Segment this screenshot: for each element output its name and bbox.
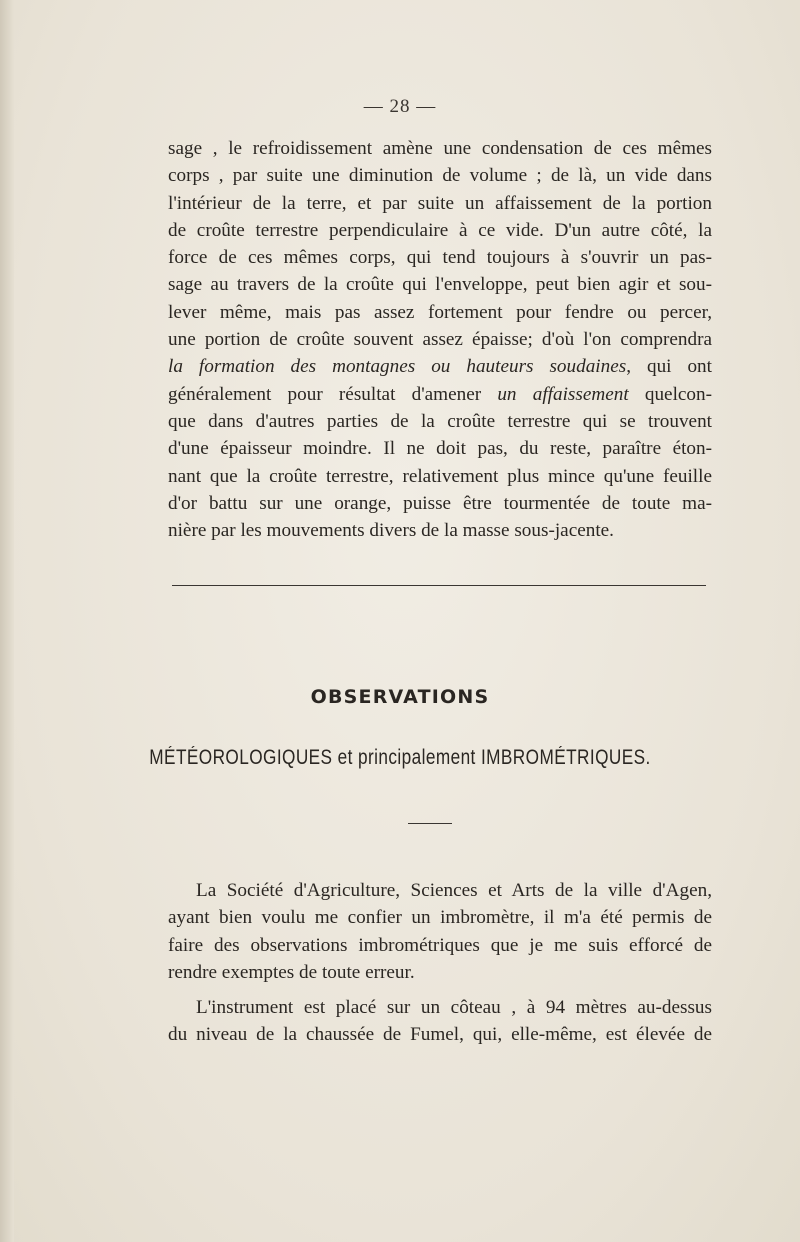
text-line: ayant bien voulu me confier un imbromètre, il m'a été permis de [168, 907, 712, 929]
text-line: sage , le refroidissement amène une condensation de ces mêmes [168, 138, 712, 159]
section-title: OBSERVATIONS [310, 686, 490, 708]
text-line: du niveau de la chaussée de Fumel, qui, elle-même, est élevée de [168, 1024, 712, 1046]
text-line: force de ces mêmes corps, qui tend toujours à s'ouvrir un pas- [168, 247, 712, 269]
section-subtitle: MÉTÉOROLOGIQUES et principalement IMBROMÉTRIQUES. [149, 746, 651, 769]
text-line: rendre exemptes de toute erreur. [168, 961, 415, 983]
page-number: — 28 — [363, 96, 437, 117]
italic-phrase: un affaissement [497, 383, 629, 405]
text-line: d'or battu sur une orange, puisse être tourmentée de toute ma- [168, 492, 712, 514]
text-line: l'intérieur de la terre, et par suite un affaissement de la portion [168, 192, 712, 214]
text-line: faire des observations imbrométriques que je me suis efforcé de [168, 934, 712, 956]
text-line: de croûte terrestre perpendiculaire à ce vide. D'un autre côté, la [168, 219, 712, 241]
text-line: L'instrument est placé sur un côteau , à 94 mètres au-dessus [196, 997, 712, 1019]
text-line: la formation des montagnes ou hauteurs soudaines, qui ont [168, 356, 712, 378]
page-binding-edge [0, 0, 14, 1242]
text-line: lever même, mais pas assez fortement pour fendre ou percer, [168, 301, 712, 323]
short-divider [408, 823, 452, 824]
text-line: nière par les mouvements divers de la masse sous-jacente. [168, 520, 614, 542]
text-line: corps , par suite une diminution de volume ; de là, un vide dans [168, 165, 712, 187]
italic-phrase: la formation des montagnes ou hauteurs soudaines [168, 356, 627, 378]
section-divider [172, 585, 706, 586]
text-line: La Société d'Agriculture, Sciences et Arts de la ville d'Agen, [196, 880, 712, 901]
text-line: que dans d'autres parties de la croûte terrestre qui se trouvent [168, 410, 712, 432]
text-line: d'une épaisseur moindre. Il ne doit pas, du reste, paraître éton- [168, 438, 712, 460]
text-line: sage au travers de la croûte qui l'enveloppe, peut bien agir et sou- [168, 274, 712, 296]
text-line: généralement pour résultat d'amener un affaissement quelcon- [168, 383, 712, 405]
paragraph-2 [168, 877, 712, 1049]
paragraph-1 [168, 135, 712, 544]
text-line: nant que la croûte terrestre, relativement plus mince qu'une feuille [168, 465, 712, 487]
text-line: une portion de croûte souvent assez épaisse; d'où l'on comprendra [168, 329, 712, 351]
